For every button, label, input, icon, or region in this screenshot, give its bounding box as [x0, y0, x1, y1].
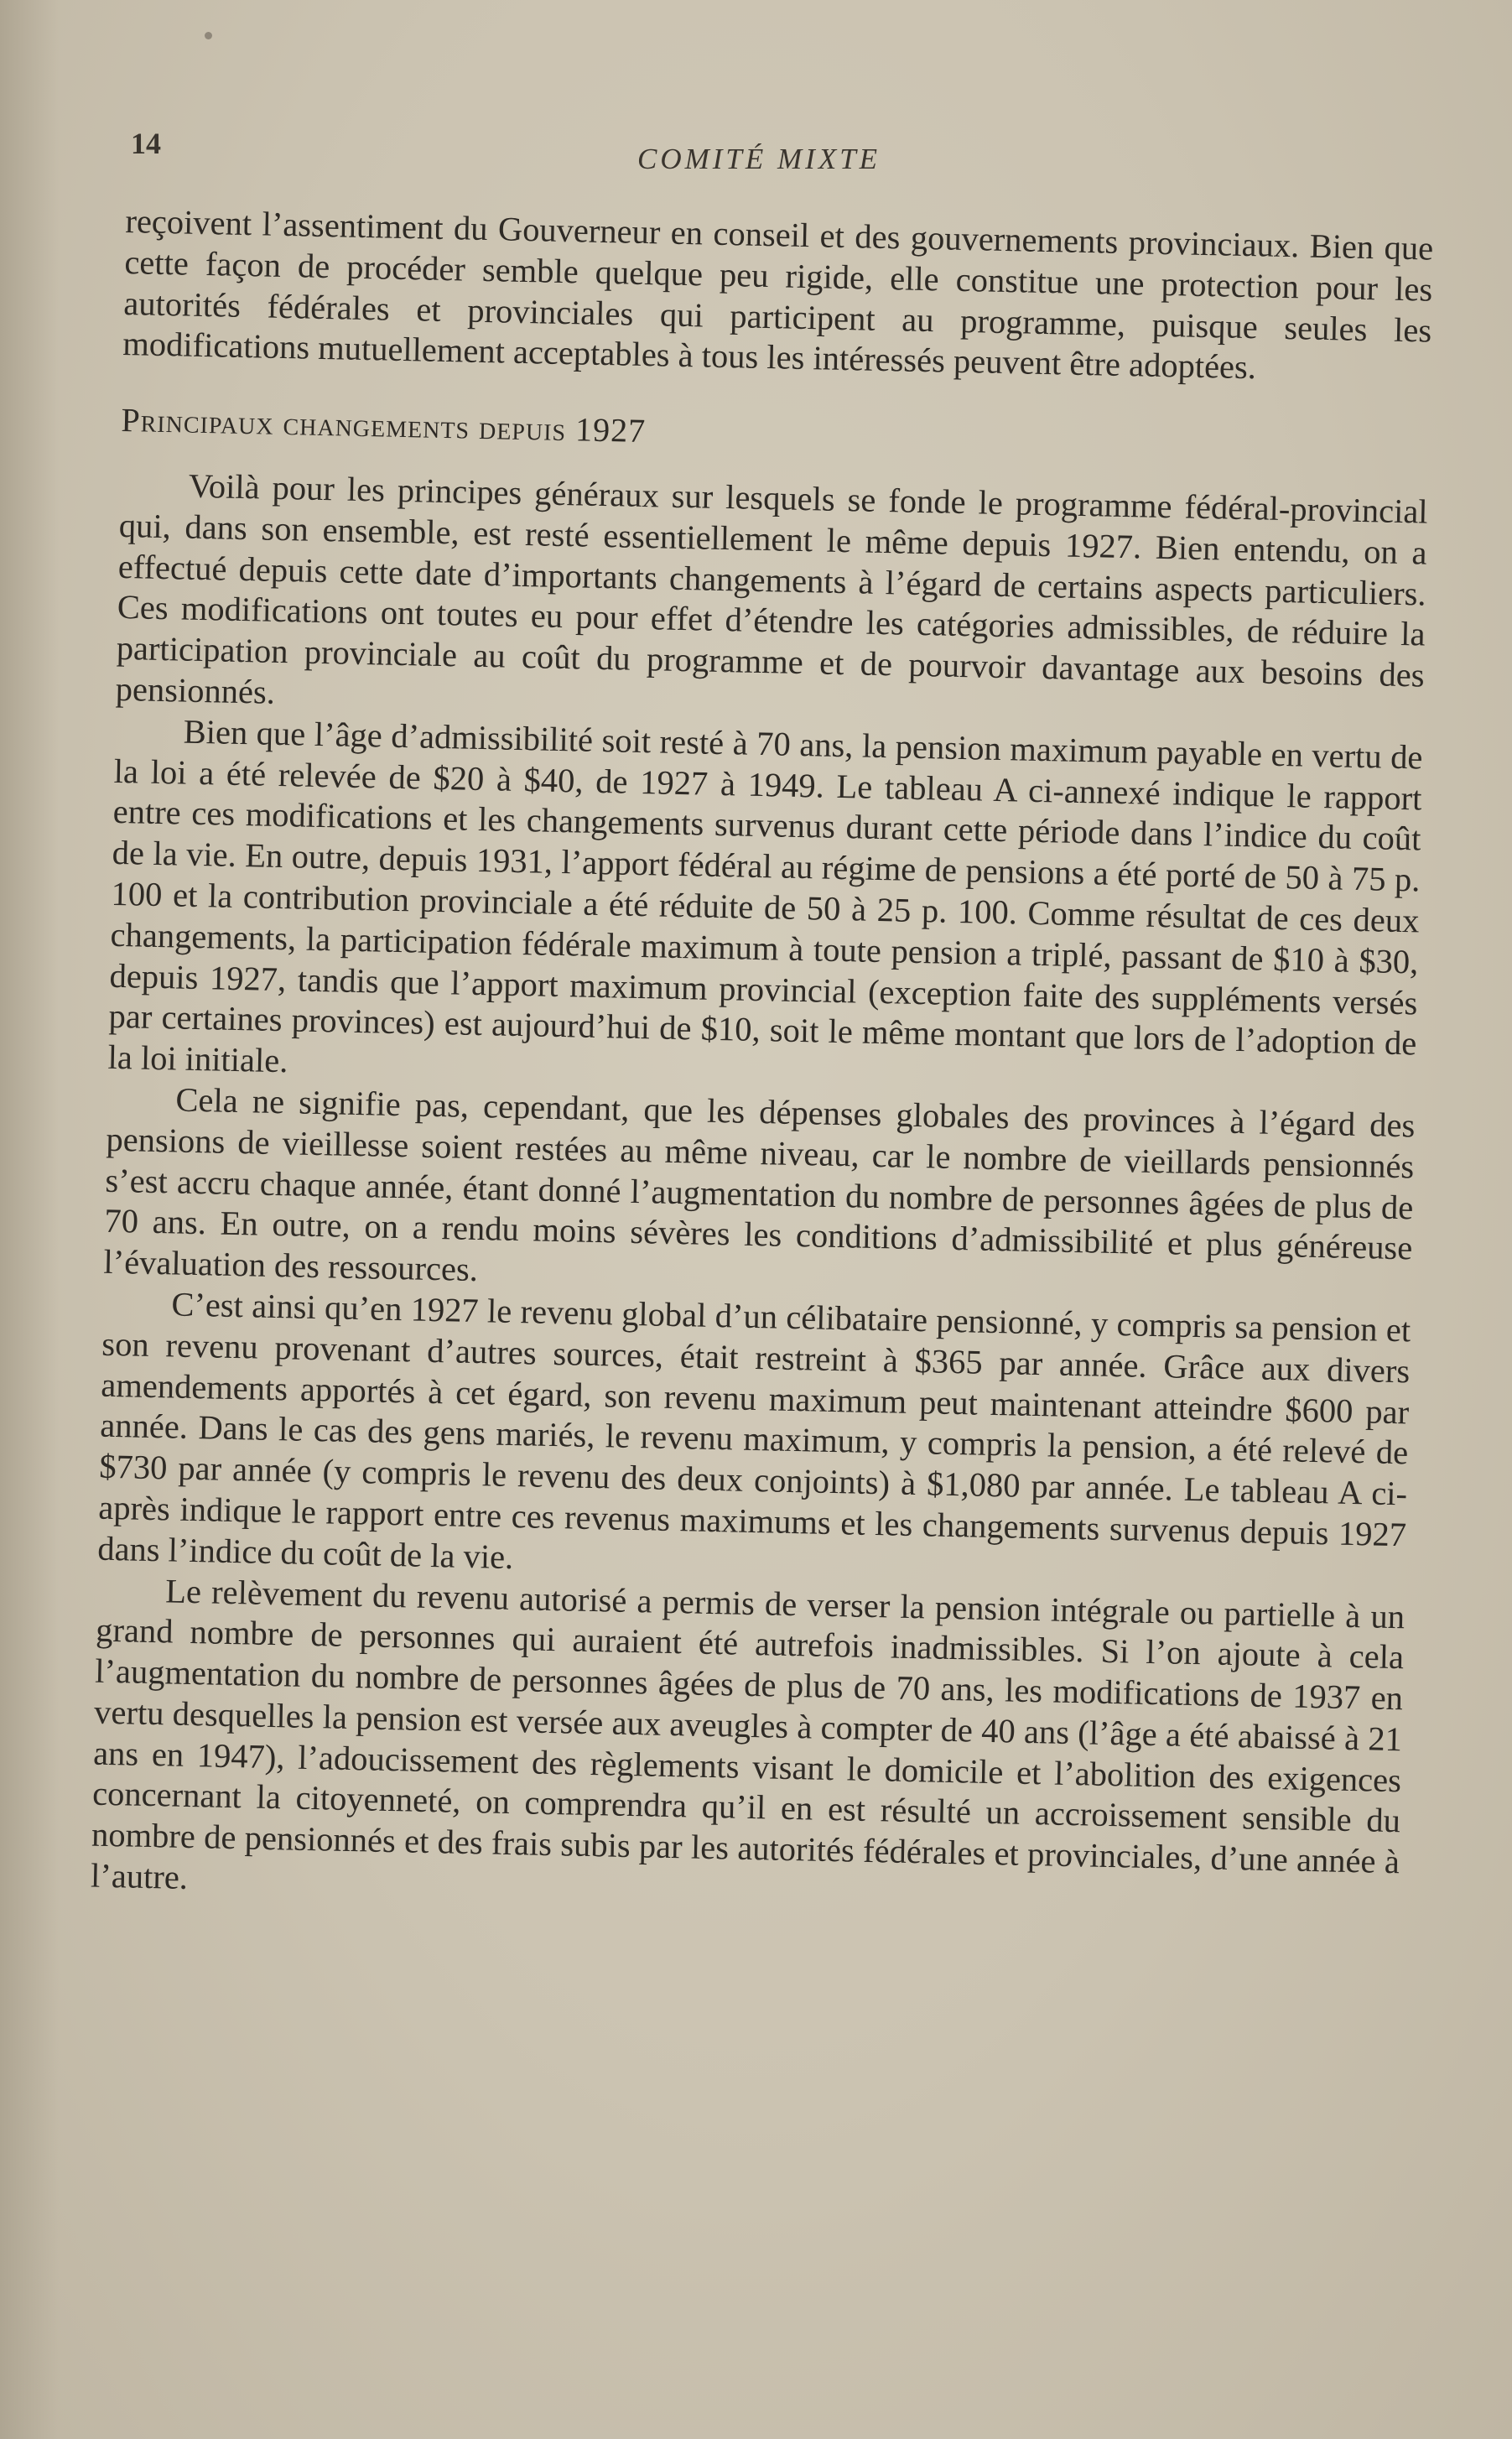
paragraph-principes: Voilà pour les principes généraux sur lesquels se fonde le programme fédéral-provincial qui, dans son ensemble, est resté essentiellement le même depuis 1927. Bien entendu, on a effectué depuis cette date d’importants changements à l’égard de certains aspects particuliers. Ces modifications ont toutes eu pour effet d’étendre les catégories admissibles, de réduire la participation provinciale au coût du programme et de pourvoir davantage aux besoins des pensionnés.	[115, 466, 1429, 711]
paragraph-depenses-provinces: Cela ne signifie pas, cependant, que les dépenses globales des provinces à l’égard des pensions de vieillesse soient restées au même niveau, car le nombre de vieillards pensionnés s’est accru chaque année, étant donné l’augmentation du nombre de personnes âgées de plus de 70 ans. En outre, on a rendu moins sévères les conditions d’admissibilité et plus généreuse l’évaluation des ressources.	[103, 1080, 1416, 1289]
body-text	[91, 201, 1434, 1924]
paragraph-age-admissibilite: Bien que l’âge d’admissibilité soit resté à 70 ans, la pension maximum payable en vertu de la loi a été relevée de $20 à $40, de 1927 à 1949. Le tableau A ci-annexé indique le rapport entre ces modifications et les changements survenus durant cette période dans l’indice du coût de la vie. En outre, depuis 1931, l’apport fédéral au régime de pensions a été porté de 50 à 75 p. 100 et la contribution provinciale a été réduite de 50 à 25 p. 100. Comme résultat de ces deux changements, la participation fédérale maximum à toute pension a triplé, passant de $10 à $30, depuis 1927, tandis que l’apport maximum provincial (exception faite des suppléments versés par certaines provinces) est aujourd’hui de $10, soit le même montant que lors de l’adoption de la loi initiale.	[107, 712, 1423, 1080]
page-number: 14	[131, 127, 161, 160]
running-title: COMITÉ MIXTE	[637, 143, 881, 175]
section-heading: Principaux changements depuis 1927	[121, 401, 647, 450]
paragraph-revenu-global: C’est ainsi qu’en 1927 le revenu global d’un célibataire pensionné, y compris sa pension et son revenu provenant d’autres sources, était restreint à $365 par année. Grâce aux divers amendements apportés à cet égard, son revenu maximum peut maintenant atteindre $600 par année. Dans le cas des gens mariés, le revenu maximum, y compris la pension, a été relevé de $730 par année (y compris le revenu des deux conjoints) à $1,080 par année. Le tableau A ci-après indique le rapport entre ces revenus maximums et les changements survenus depuis 1927 dans l’indice du coût de la vie.	[96, 1285, 1411, 1576]
ink-dot	[205, 32, 212, 39]
page-edge-shadow	[0, 0, 59, 2439]
paragraph-continuation: reçoivent l’assentiment du Gouverneur en conseil et des gouvernements provinciaux. Bien que cette façon de procéder semble quelque peu rigide, elle constitue une protection pour les autorités fédérales et provinciales qui participent au programme, puisque seules les modifications mutuellement acceptables à tous les intéressés peuvent être adoptées.	[122, 201, 1434, 387]
paragraph-releve-revenu: Le relèvement du revenu autorisé a permis de verser la pension intégrale ou partielle à un grand nombre de personnes qui auraient été autrefois inadmissibles. Si l’on ajoute à cela l’augmentation du nombre de personnes âgées de plus de 70 ans, les modifications de 1937 en vertu desquelles la pension est versée aux aveugles à compter de 40 ans (l’âge a été abaissé à 21 ans en 1947), l’adoucissement des règlements visant le domicile et l’abolition des exigences concernant la citoyenneté, on comprendra qu’il en est résulté un accroissement sensible du nombre de pensionnés et des frais subis par les autorités fédérales et provinciales, d’une année à l’autre.	[90, 1571, 1405, 1897]
